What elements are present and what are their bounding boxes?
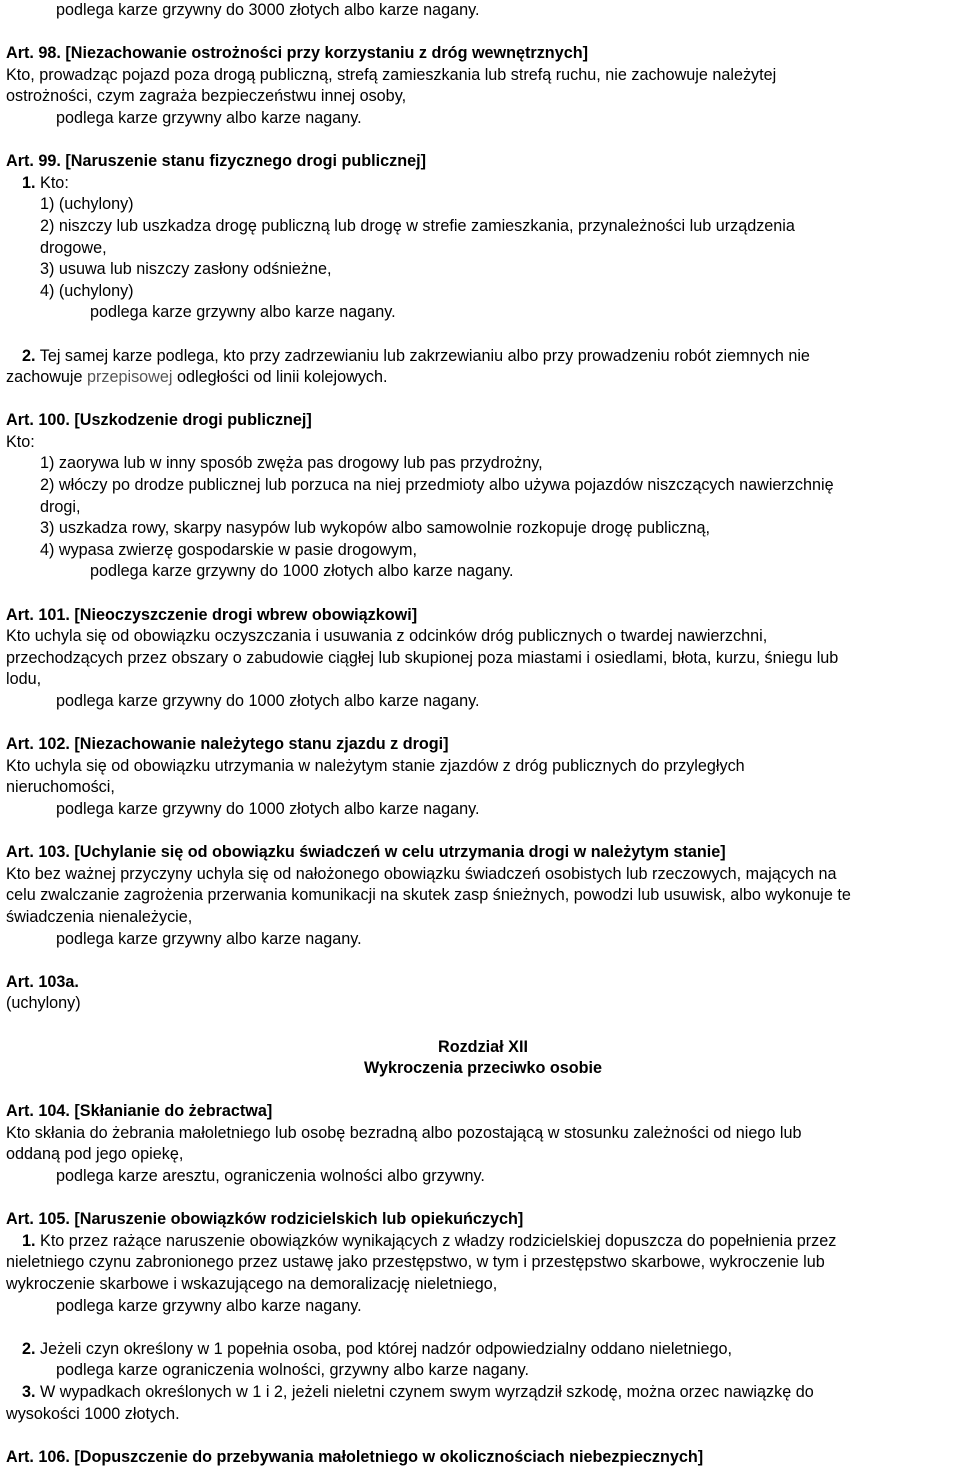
article-heading — [6, 605, 960, 627]
list-item: 1) zaorywa lub w inny sposób zwęża pas drogowy lub pas przydrożny, — [40, 454, 543, 473]
paragraph-line: Kto przez rażące naruszenie obowiązków wynikających z władzy rodzicielskiej dopuszcza do popełnienia przez — [40, 1231, 837, 1250]
list-item: 2) niszczy lub uszkadza drogę publiczną lub drogę w strefie zamieszkania, przynależności lub urządzenia — [40, 216, 795, 235]
chapter-title: Wykroczenia przeciwko osobie — [363, 1059, 603, 1078]
list-item: 4) (uchylony) — [40, 281, 134, 300]
article-body-line: (uchylony) — [6, 994, 81, 1013]
paragraph-number: 3. — [22, 1383, 36, 1401]
list-item: 3) usuwa lub niszczy zasłony odśnieżne, — [40, 260, 332, 279]
article-body-line: celu zwalczanie zagrożenia przerwania komunikacji na skutek zasp śnieżnych, powodzi lub usuwisk, albo wykonuje te — [6, 886, 851, 905]
penalty-line: podlega karze aresztu, ograniczenia wolności albo grzywny. — [56, 1167, 485, 1186]
penalty-line: podlega karze grzywny albo karze nagany. — [56, 1296, 362, 1315]
article-body-line: Kto uchyla się od obowiązku oczyszczania i usuwania z odcinków dróg publicznych o twardej nawierzchni, — [6, 627, 768, 646]
penalty-line: podlega karze grzywny albo karze nagany. — [90, 303, 396, 322]
list-item: 1) (uchylony) — [40, 195, 134, 214]
article-heading — [6, 842, 960, 864]
paragraph-text — [6, 1382, 960, 1404]
list-item: 3) uszkadza rowy, skarpy nasypów lub wykopów albo samowolnie rozkopuje drogę publiczną, — [40, 519, 711, 538]
paragraph-number: 2. — [22, 346, 36, 365]
article-body-line: Kto skłania do żebrania małoletniego lub osobę bezradną albo pozostającą w stosunku zależności od niego lub — [6, 1123, 802, 1142]
article-title: [Niezachowanie należytego stanu zjazdu z drogi] — [74, 735, 449, 754]
article-body-line: nieruchomości, — [6, 778, 115, 797]
penalty-line: podlega karze grzywny albo karze nagany. — [56, 108, 362, 127]
paragraph-number: 2. — [22, 1339, 36, 1358]
paragraph-line: nieletniego czynu zabronionego przez ustawę jako przestępstwo, w tym i przestępstwo skarbowe, wykroczenie lub — [6, 1253, 825, 1272]
paragraph-lead: Kto: — [6, 432, 35, 451]
article-number: Art. 103. — [6, 843, 70, 862]
article-body-line: lodu, — [6, 670, 42, 689]
article-heading: Art. 103a. — [6, 972, 79, 991]
article-number: Art. 98. — [6, 44, 61, 63]
paragraph-lead — [6, 173, 960, 195]
penalty-line: podlega karze grzywny do 3000 złotych albo karze nagany. — [56, 1, 480, 19]
penalty-line: podlega karze grzywny do 1000 złotych albo karze nagany. — [56, 692, 480, 710]
text-run: odległości od linii kolejowych. — [172, 368, 388, 387]
paragraph-line: W wypadkach określonych w 1 i 2, jeżeli nieletni czynem swym wyrządził szkodę, można orzec nawiązkę do — [40, 1383, 814, 1401]
article-body-line: świadczenia nienależycie, — [6, 907, 193, 926]
paragraph-number: 1. — [22, 173, 36, 192]
article-body-line: przechodzących przez obszary o zabudowie ciągłej lub skupionej poza miastami i osiedlami, błota, kurzu, śniegu lub — [6, 648, 839, 667]
article-body-line: ostrożności, czym zagraża bezpieczeństwu innej osoby, — [6, 87, 407, 106]
chapter-name: Rozdział XII — [438, 1037, 528, 1056]
paragraph-text — [6, 1339, 960, 1361]
article-title: [Naruszenie stanu fizycznego drogi publicznej] — [65, 152, 427, 171]
article-number: Art. 99. — [6, 152, 61, 171]
penalty-line: podlega karze grzywny do 1000 złotych albo karze nagany. — [90, 562, 514, 581]
article-title: [Dopuszczenie do przebywania małoletniego w okolicznościach niebezpiecznych] — [74, 1447, 704, 1466]
penalty-line: podlega karze grzywny albo karze nagany. — [56, 929, 362, 948]
article-heading — [6, 410, 960, 432]
paragraph-text: Kto: — [40, 173, 69, 192]
article-heading — [6, 1209, 960, 1231]
article-heading — [6, 151, 960, 173]
article-number: Art. 105. — [6, 1210, 70, 1229]
list-item: drogi, — [40, 497, 81, 516]
article-body-line: Kto bez ważnej przyczyny uchyla się od nałożonego obowiązku świadczeń osobistych lub rzeczowych, mających na — [6, 864, 837, 883]
article-title: [Uszkodzenie drogi publicznej] — [74, 411, 312, 430]
list-item: drogowe, — [40, 238, 107, 257]
text-run: zachowuje — [6, 368, 87, 387]
article-heading — [6, 734, 960, 756]
article-number: Art. 100. — [6, 411, 70, 430]
article-title: [Uchylanie się od obowiązku świadczeń w celu utrzymania drogi w należytym stanie] — [74, 843, 726, 862]
article-title: [Niezachowanie ostrożności przy korzystaniu z dróg wewnętrznych] — [65, 44, 588, 63]
article-title: [Skłanianie do żebractwa] — [74, 1102, 273, 1121]
article-number: Art. 104. — [6, 1102, 70, 1121]
penalty-line: podlega karze grzywny do 1000 złotych albo karze nagany. — [56, 799, 480, 818]
list-item: 2) włóczy po drodze publicznej lub porzuca na niej przedmioty albo używa pojazdów niszczących nawierzchnię — [40, 476, 834, 495]
text-run: przepisowej — [87, 368, 173, 387]
article-body-line: Kto uchyla się od obowiązku utrzymania w należytym stanie zjazdów z dróg publicznych do przyległych — [6, 756, 745, 775]
paragraph-text — [6, 346, 960, 368]
paragraph-line: wykroczenie skarbowe i wskazującego na demoralizację nieletniego, — [6, 1275, 498, 1294]
list-item: 4) wypasa zwierzę gospodarskie w pasie drogowym, — [40, 540, 417, 559]
article-body-line: Kto, prowadząc pojazd poza drogą publiczną, strefą zamieszkania lub strefą ruchu, nie zachowuje należytej — [6, 65, 777, 84]
article-body-line: oddaną pod jego opiekę, — [6, 1145, 184, 1164]
article-number: Art. 102. — [6, 735, 70, 754]
article-heading — [6, 43, 960, 65]
article-number: Art. 101. — [6, 605, 70, 624]
paragraph-text — [6, 1231, 960, 1253]
article-heading — [6, 1101, 960, 1123]
article-title: [Nieoczyszczenie drogi wbrew obowiązkowi] — [74, 605, 418, 624]
paragraph-line — [6, 367, 960, 389]
article-number: Art. 106. — [6, 1447, 70, 1466]
paragraph-line: Tej samej karze podlega, kto przy zadrzewianiu lub zakrzewianiu albo przy prowadzeniu robót ziemnych nie — [39, 346, 810, 365]
penalty-line: podlega karze ograniczenia wolności, grzywny albo karze nagany. — [56, 1361, 530, 1380]
paragraph-line: Jeżeli czyn określony w 1 popełnia osoba, pod której nadzór odpowiedzialny oddano nieletniego, — [40, 1339, 733, 1358]
article-heading — [6, 1447, 960, 1468]
article-title: [Naruszenie obowiązków rodzicielskich lub opiekuńczych] — [74, 1210, 524, 1229]
paragraph-line: wysokości 1000 złotych. — [6, 1404, 180, 1423]
paragraph-number: 1. — [22, 1231, 36, 1250]
